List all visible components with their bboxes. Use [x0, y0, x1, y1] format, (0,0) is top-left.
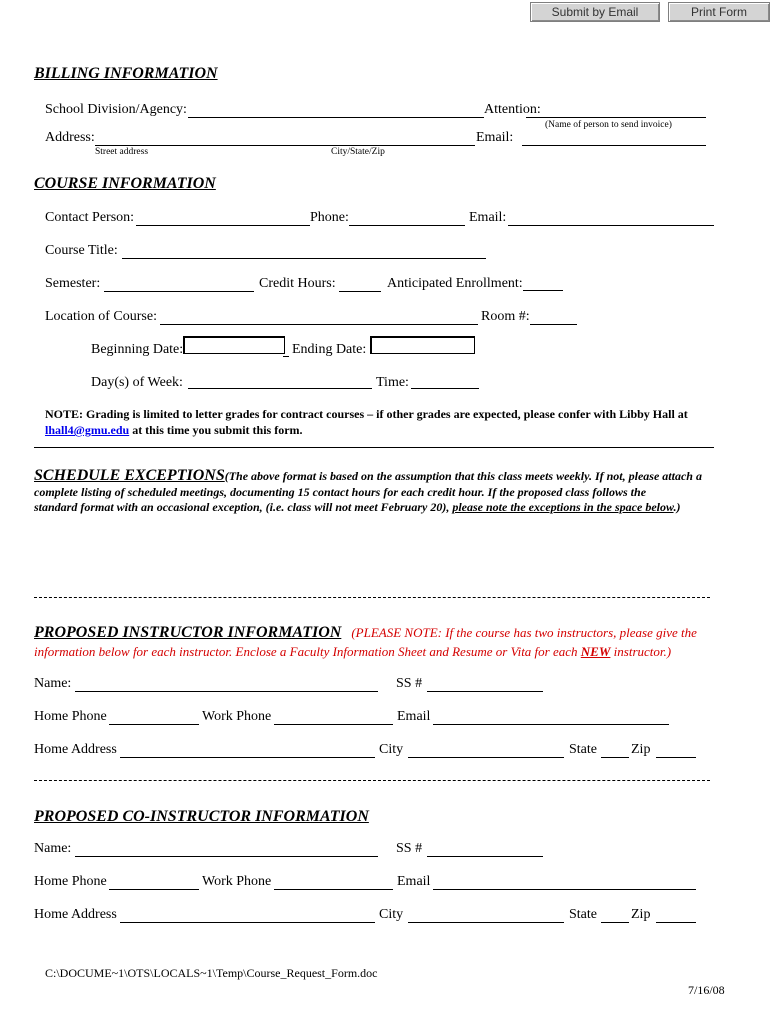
section-divider	[34, 447, 714, 448]
dashed-divider-2	[34, 780, 710, 781]
instructor-note-line2	[34, 644, 671, 660]
instructor-home-phone-label: Home Phone	[34, 709, 107, 724]
course-email-field[interactable]	[508, 225, 714, 226]
instructor-zip-field[interactable]	[656, 757, 696, 758]
grading-note-tail: at this time you submit this form.	[129, 423, 303, 437]
beginning-date-input[interactable]	[183, 336, 285, 354]
contact-person-field[interactable]	[136, 225, 310, 226]
new-instructor-emphasis: NEW	[580, 644, 611, 659]
coinstructor-heading: PROPOSED CO-INSTRUCTOR INFORMATION	[34, 808, 369, 825]
instructor-note-line2-end: instructor.)	[610, 644, 672, 659]
coinstructor-state-label: State	[569, 907, 597, 922]
instructor-ss-field[interactable]	[427, 691, 543, 692]
coinstructor-zip-field[interactable]	[656, 922, 696, 923]
coinstructor-home-phone-label: Home Phone	[34, 874, 107, 889]
course-heading: COURSE INFORMATION	[34, 175, 216, 192]
schedule-exceptions-area[interactable]	[34, 520, 714, 590]
coinstructor-home-phone-field[interactable]	[109, 889, 199, 890]
schedule-heading: SCHEDULE EXCEPTIONS	[34, 467, 225, 484]
schedule-line1: (The above format is based on the assumption that this class meets weekly. If not, please attach a	[224, 469, 702, 483]
instructor-home-address-field[interactable]	[120, 757, 375, 758]
ending-date-input[interactable]	[370, 336, 475, 354]
instructor-home-address-label: Home Address	[34, 742, 117, 757]
instructor-city-field[interactable]	[408, 757, 564, 758]
days-of-week-field[interactable]	[188, 388, 372, 389]
time-field[interactable]	[411, 388, 479, 389]
coinstructor-email-label: Email	[397, 874, 431, 889]
coinstructor-ss-label: SS #	[396, 841, 423, 856]
grading-note-line2	[45, 423, 303, 438]
instructor-state-label: State	[569, 742, 597, 757]
schedule-line3-underlined: please note the exceptions in the space below	[452, 500, 674, 514]
coinstructor-city-label: City	[379, 907, 404, 922]
instructor-email-label: Email	[397, 709, 431, 724]
schedule-line3-start: standard format with an occasional exception, (i.e. class will not meet February 20),	[34, 500, 453, 514]
ending-date-label: Ending Date:	[292, 342, 367, 357]
libby-hall-email-link[interactable]: lhall4@gmu.edu	[45, 423, 130, 437]
instructor-email-field[interactable]	[433, 724, 669, 725]
instructor-note-line1: (PLEASE NOTE: If the course has two instructors, please give the	[351, 625, 697, 640]
instructor-heading: PROPOSED INSTRUCTOR INFORMATION	[34, 624, 342, 641]
coinstructor-home-address-field[interactable]	[120, 922, 375, 923]
coinstructor-work-phone-field[interactable]	[274, 889, 393, 890]
semester-field[interactable]	[104, 291, 254, 292]
instructor-zip-label: Zip	[631, 742, 651, 757]
instructor-note-line2-start: information below for each instructor. Enclose a Faculty Information Sheet and Resume or Vita for each	[34, 644, 581, 659]
beginning-date-label: Beginning Date:	[91, 342, 184, 357]
course-title-label: Course Title:	[45, 243, 118, 258]
address-field[interactable]	[95, 145, 475, 146]
instructor-ss-label: SS #	[396, 676, 423, 691]
course-title-field[interactable]	[122, 258, 486, 259]
submit-by-email-button[interactable]: Submit by Email	[530, 2, 660, 22]
room-field[interactable]	[530, 324, 577, 325]
instructor-home-phone-field[interactable]	[109, 724, 199, 725]
attention-hint: (Name of person to send invoice)	[545, 120, 672, 130]
coinstructor-home-address-label: Home Address	[34, 907, 117, 922]
schedule-line3-end: .)	[673, 500, 681, 514]
coinstructor-zip-label: Zip	[631, 907, 651, 922]
coinstructor-city-field[interactable]	[408, 922, 564, 923]
room-label: Room #:	[481, 309, 530, 324]
coinstructor-state-field[interactable]	[601, 922, 629, 923]
instructor-state-field[interactable]	[601, 757, 629, 758]
billing-heading: BILLING INFORMATION	[34, 65, 218, 82]
coinstructor-work-phone-label: Work Phone	[202, 874, 272, 889]
schedule-line3	[34, 500, 681, 515]
location-label: Location of Course:	[45, 309, 157, 324]
billing-email-label: Email:	[476, 130, 514, 145]
location-field[interactable]	[160, 324, 478, 325]
instructor-heading-line	[34, 624, 697, 642]
contact-person-label: Contact Person:	[45, 210, 135, 225]
coinstructor-email-field[interactable]	[433, 889, 696, 890]
coinstructor-name-label: Name:	[34, 841, 72, 856]
footer-file-path: C:\DOCUME~1\OTS\LOCALS~1\Temp\Course_Request_Form.doc	[45, 966, 378, 980]
street-address-hint: Street address	[95, 147, 149, 157]
attention-field[interactable]	[526, 117, 706, 118]
anticipated-enrollment-field[interactable]	[523, 290, 563, 291]
credit-hours-label: Credit Hours:	[259, 276, 336, 291]
instructor-work-phone-field[interactable]	[274, 724, 393, 725]
course-email-label: Email:	[469, 210, 507, 225]
phone-label: Phone:	[310, 210, 349, 225]
coinstructor-ss-field[interactable]	[427, 856, 543, 857]
coinstructor-name-field[interactable]	[75, 856, 378, 857]
schedule-heading-line	[34, 467, 702, 485]
city-state-zip-hint: City/State/Zip	[331, 147, 385, 157]
schedule-line2: complete listing of scheduled meetings, documenting 15 contact hours for each credit hour. If the proposed class follows the	[34, 485, 647, 499]
instructor-name-label: Name:	[34, 676, 72, 691]
footer-date: 7/16/08	[688, 983, 725, 997]
instructor-city-label: City	[379, 742, 404, 757]
instructor-work-phone-label: Work Phone	[202, 709, 272, 724]
days-of-week-label: Day(s) of Week:	[91, 375, 183, 390]
attention-label: Attention:	[484, 102, 541, 117]
anticipated-enrollment-label: Anticipated Enrollment:	[387, 276, 523, 291]
beginning-date-underline	[283, 356, 289, 357]
dashed-divider-1	[34, 597, 710, 598]
school-division-label: School Division/Agency:	[45, 102, 187, 117]
credit-hours-field[interactable]	[339, 291, 381, 292]
grading-note: NOTE: Grading is limited to letter grades for contract courses – if other grades are expected, please confer with Libby Hall at	[45, 407, 688, 421]
phone-field[interactable]	[349, 225, 465, 226]
address-label: Address:	[45, 130, 95, 145]
print-form-button[interactable]: Print Form	[668, 2, 770, 22]
instructor-name-field[interactable]	[75, 691, 378, 692]
time-label: Time:	[376, 375, 409, 390]
semester-label: Semester:	[45, 276, 101, 291]
billing-email-field[interactable]	[522, 145, 706, 146]
school-division-field[interactable]	[188, 117, 484, 118]
